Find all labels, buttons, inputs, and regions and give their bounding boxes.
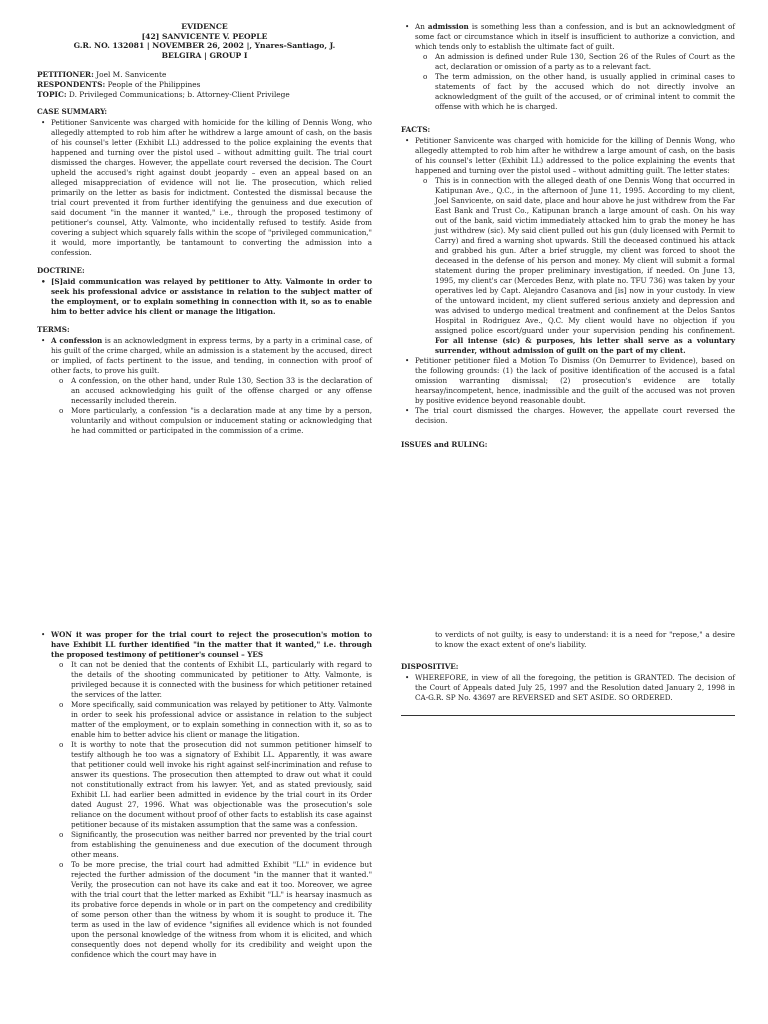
doctrine-heading: DOCTRINE: bbox=[37, 266, 85, 276]
admission-list bbox=[401, 22, 735, 112]
header-group: BELGIRA | GROUP I bbox=[161, 50, 248, 60]
doctrine-list bbox=[37, 277, 372, 317]
case-summary-heading: CASE SUMMARY: bbox=[37, 107, 108, 117]
topic-line: TOPIC: D. Privileged Communications; b. Attorney-Client Privilege bbox=[37, 89, 290, 99]
case-meta bbox=[37, 70, 372, 99]
facts-item-1: • Petitioner Sanvicente was charged with homicide for the killing of Dennis Wong, who allegedly attempted to rob him after he withdrew a large amount of cash, on the basis of his counsel's letter (Exhibit LL) addressed to the police explaining the events that happened and turning over the pistol used – without admitting guilt. The letter states: o This is in connection with the alleged death of one Dennis Wong that occurred in Katipunan Ave., Q.C., in the afternoon of June 11, 1995. According to my client, Joel Sanvicente, on said date, place and hour above he just withdrew from the Far East Bank and Trust Co., Katipunan branch a large amount of cash. On his way out of the bank, said victim immediately attacked him to grab the money he has just withdrew (sic). My said client pulled out his gun (duly licensed with Permit to Carry) and fired a warning shot upwards. Still the deceased continued his attack and grabbed his gun. After a brief struggle, my client was forced to shoot the deceased in the defense of his person and money. My client will submit a formal statement during the proper preliminary investigation, if needed. On June 13, 1995, my client's car (Mercedes Benz, with plate no. TFU 736) was taken by your operatives led by Capt. Alejandro Casanova and [is] now in your custody. In view of the untoward incident, my client suffered serious anxiety and depression and was advised to undergo medical treatment and confinement at the Delos Santos Hospital in Rodriguez Ave., Q.C. My client would have no objection if you assigned police escort/guard under your supervision pending his confinement. For all intense (sic) & purposes, his letter shall serve as a voluntary surrender, without admission of guilt on the part of my client. bbox=[415, 136, 735, 356]
end-divider bbox=[401, 715, 735, 716]
case-summary-text: • Petitioner Sanvicente was charged with homicide for the killing of Dennis Wong, who allegedly attempted to rob him after he withdrew a large amount of cash, on the basis of his counsel's letter (Exhibit LL) addressed to the police explaining the events that happened and turning over the pistol used – without admitting guilt. The trial court dismissed the charges. However, the appellate court reversed the decision. The Court upheld the accused's right against doubt jeopardy – even an appeal based on an alleged misappreciation of evidence will not lie. The prosecution, which relied primarily on the letter as basis for indictment. Contested the dismissal because the trial court prevented it from further identifying the genuiness and due execution of said document "in the manner it wanted," i.e., through the proposed testimony of petitioner's counsel, Atty. Valmonte, who incidentally refused to testify. Aside from covering a subject which squarely falls within the scope of "privileged communication," it would, more importantly, be tantamount to converting the admission into a confession. bbox=[51, 118, 372, 258]
issues-list bbox=[37, 630, 372, 960]
ruling-sublist bbox=[51, 660, 372, 960]
admission-sublist bbox=[415, 52, 735, 112]
confession-definition: • A confession is an acknowledgment in express terms, by a party in a criminal case, of his guilt of the crime charged, while an admission is a statement by the accused, direct or implied, of facts pertinent to the issue, and tending, in connection with proof of other facts, to prove his guilt. o A confession, on the other hand, under Rule 130, Section 33 is the declaration of an accused acknowledging his guilt of the offense charged or any offense necessarily included therein. o More particularly, a confession "is a declaration made at any time by a person, voluntarily and without compulsion or inducement stating or acknowledging that he had committed or participated in the commission of a crime. bbox=[51, 336, 372, 436]
case-summary-list bbox=[37, 118, 372, 258]
ruling-continuation: to verdicts of not guilty, is easy to understand: it is a need for "repose," a desire to know the exact extent of one's liability. bbox=[435, 630, 735, 649]
dispositive-list bbox=[401, 673, 735, 703]
facts-list bbox=[401, 136, 735, 426]
facts-item-2: • Petitioner petitioner filed a Motion To Dismiss (On Demurrer to Evidence), based on the following grounds: (1) the lack of positive identification of the accused is a fatal omission warranting dismissal; (2) prosecution's evidence are totally hearsay/incompetent, hence, inadmissible and the guilt of the accused was not proven by positive evidence beyond reasonable doubt. bbox=[415, 356, 735, 406]
left-column-top bbox=[37, 22, 372, 436]
facts-item-3: • The trial court dismissed the charges. However, the appellate court reversed the decision. bbox=[415, 406, 735, 426]
issues-heading: ISSUES and RULING: bbox=[401, 440, 488, 449]
ruling-3: o It is worthy to note that the prosecution did not summon petitioner himself to testify although he too was a signatory of Exhibit LL. Apparently, it was aware that petitioner could well invoke his right against self-incrimination and refuse to answer its questions. The prosecution then attempted to draw out what it could not constitutionally extract from his lawyer. Yet, and as stated previously, said Exhibit LL had earlier been admitted in evidence by the trial court in its Order dated August 27, 1996. What was objectionable was the prosecution's sole reliance on the document without proof of other facts to establish its case against petitioner because of its mistaken assumption that the same was a confession. bbox=[71, 740, 372, 830]
issue-item: • WON it was proper for the trial court to reject the prosecution's motion to have Exhibit LL further identified "in the matter that it wanted," i.e. through the proposed testimony of petitioner's counsel – YES o It can not be denied that the contents of Exhibit LL, particularly with regard to the details of the shooting communicated by petitioner to Atty. Valmonte, is privileged because it is connected with the business for which petitioner retained the services of the latter. o More specifically, said communication was relayed by petitioner to Atty. Valmonte in order to seek his professional advice or assistance in relation to the subject matter of the employment, or to explain something in connection with it, so as to enable him to better advice his client or manage the litigation. o It is worthy to note that the prosecution did not summon petitioner himself to testify although he too was a signatory of Exhibit LL. Apparently, it was aware that petitioner could well invoke his right against self-incrimination and refuse to answer its questions. The prosecution then attempted to draw out what it could not constitutionally extract from his lawyer. Yet, and as stated previously, said Exhibit LL had earlier been admitted in evidence by the trial court in its Order dated August 27, 1996. What was objectionable was the prosecution's sole reliance on the document without proof of other facts to establish its case against petitioner because of its mistaken assumption that the same was a confession. o Significantly, the prosecution was neither barred nor prevented by the trial court from establishing the genuineness and due execution of the document through other means. o To be more precise, the trial court had admitted Exhibit "LL" in evidence but rejected the further admission of the document "in the manner that it wanted." Verily, the prosecution can not have its cake and eat it too. Moreover, we agree with the trial court that the letter marked as Exhibit "LL" is hearsay inasmuch as its probative force depends in whole or in part on the competency and credibility of some person other than the witness by whom it is sought to produce it. The term as used in the law of evidence "signifies all evidence which is not founded upon the personal knowledge of the witness from whom it is elicited, and which consequently does not depend wholly for its credibility and weight upon the confidence which the court may have in bbox=[51, 630, 372, 960]
doctrine-text: • [S]aid communication was relayed by petitioner to Atty. Valmonte in order to seek his professional advice or assistance in relation to the subject matter of the employment, or to explain something in connection with it, so as to enable him to better advice his client or manage the litigation. bbox=[51, 277, 372, 317]
confession-sub-2: o More particularly, a confession "is a declaration made at any time by a person, voluntarily and without compulsion or inducement stating or acknowledging that he had committed or participated in the commission of a crime. bbox=[71, 406, 372, 436]
right-column-top bbox=[401, 22, 735, 451]
letter-text: o This is in connection with the alleged death of one Dennis Wong that occurred in Katipunan Ave., Q.C., in the afternoon of June 11, 1995. According to my client, Joel Sanvicente, on said date, place and hour above he just withdrew from the Far East Bank and Trust Co., Katipunan branch a large amount of cash. On his way out of the bank, said victim immediately attacked him to grab the money he has just withdrew (sic). My said client pulled out his gun (duly licensed with Permit to Carry) and fired a warning shot upwards. Still the deceased continued his attack and grabbed his gun. After a brief struggle, my client was forced to shoot the deceased in the defense of his person and money. My client will submit a formal statement during the proper preliminary investigation, if needed. On June 13, 1995, my client's car (Mercedes Benz, with plate no. TFU 736) was taken by your operatives led by Capt. Alejandro Casanova and [is] now in your custody. In view of the untoward incident, my client suffered serious anxiety and depression and was advised to undergo medical treatment and confinement at the Delos Santos Hospital in Rodriguez Ave., Q.C. My client would have no objection if you assigned police escort/guard under your supervision pending his confinement. For all intense (sic) & purposes, his letter shall serve as a voluntary surrender, without admission of guilt on the part of my client. bbox=[435, 176, 735, 356]
petitioner-line: PETITIONER: Joel M. Sanvicente bbox=[37, 70, 167, 80]
admission-definition: • An admission is something less than a confession, and is but an acknowledgment of some fact or circumstance which in itself is insufficient to authorize a conviction, and which tends only to establish the ultimate fact of guilt. o An admission is defined under Rule 130, Section 26 of the Rules of Court as the act, declaration or omission of a party as to a relevant fact. o The term admission, on the other hand, is usually applied in criminal cases to statements of fact by the accused which do not directly involve an acknowledgment of the guilt of the accused, or of criminal intent to commit the offense with which he is charged. bbox=[415, 22, 735, 112]
facts-heading: FACTS: bbox=[401, 125, 431, 134]
letter-sublist bbox=[415, 176, 735, 356]
ruling-4: o Significantly, the prosecution was neither barred nor prevented by the trial court from establishing the genuineness and due execution of the document through other means. bbox=[71, 830, 372, 860]
ruling-2: o More specifically, said communication was relayed by petitioner to Atty. Valmonte in order to seek his professional advice or assistance in relation to the subject matter of the employment, or to explain something in connection with it, so as to enable him to better advice his client or manage the litigation. bbox=[71, 700, 372, 740]
confession-sub-1: o A confession, on the other hand, under Rule 130, Section 33 is the declaration of an accused acknowledging his guilt of the offense charged or any offense necessarily included therein. bbox=[71, 376, 372, 406]
header-subject: EVIDENCE bbox=[181, 22, 228, 31]
header-case-number: G.R. NO. 132081 | NOVEMBER 26, 2002 |, Ynares-Santiago, J. bbox=[73, 41, 336, 51]
right-column-bottom bbox=[401, 630, 735, 716]
dispositive-text: • WHEREFORE, in view of all the foregoing, the petition is GRANTED. The decision of the Court of Appeals dated July 25, 1997 and the Resolution dated January 2, 1998 in CA-G.R. SP No. 43697 are REVERSED and SET ASIDE. SO ORDERED. bbox=[415, 673, 735, 703]
admission-sub-1: o An admission is defined under Rule 130, Section 26 of the Rules of Court as the act, declaration or omission of a party as to a relevant fact. bbox=[435, 52, 735, 72]
ruling-1: o It can not be denied that the contents of Exhibit LL, particularly with regard to the details of the shooting communicated by petitioner to Atty. Valmonte, is privileged because it is connected with the business for which petitioner retained the services of the latter. bbox=[71, 660, 372, 700]
ruling-5: o To be more precise, the trial court had admitted Exhibit "LL" in evidence but rejected the further admission of the document "in the manner that it wanted." Verily, the prosecution can not have its cake and eat it too. Moreover, we agree with the trial court that the letter marked as Exhibit "LL" is hearsay inasmuch as its probative force depends in whole or in part on the competency and credibility of some person other than the witness by whom it is sought to produce it. The term as used in the law of evidence "signifies all evidence which is not founded upon the personal knowledge of the witness from whom it is elicited, and which consequently does not depend wholly for its credibility and weight upon the confidence which the court may have in bbox=[71, 860, 372, 960]
header-case-title: [42] SANVICENTE V. PEOPLE bbox=[141, 31, 268, 41]
terms-list bbox=[37, 336, 372, 436]
respondents-line: RESPONDENTS: People of the Philippines bbox=[37, 79, 201, 89]
confession-sublist bbox=[51, 376, 372, 436]
dispositive-heading: DISPOSITIVE: bbox=[401, 662, 459, 671]
terms-heading: TERMS: bbox=[37, 325, 70, 335]
left-column-bottom bbox=[37, 630, 372, 960]
admission-sub-2: o The term admission, on the other hand, is usually applied in criminal cases to statements of fact by the accused which do not directly involve an acknowledgment of the guilt of the accused, or of criminal intent to commit the offense with which he is charged. bbox=[435, 72, 735, 112]
